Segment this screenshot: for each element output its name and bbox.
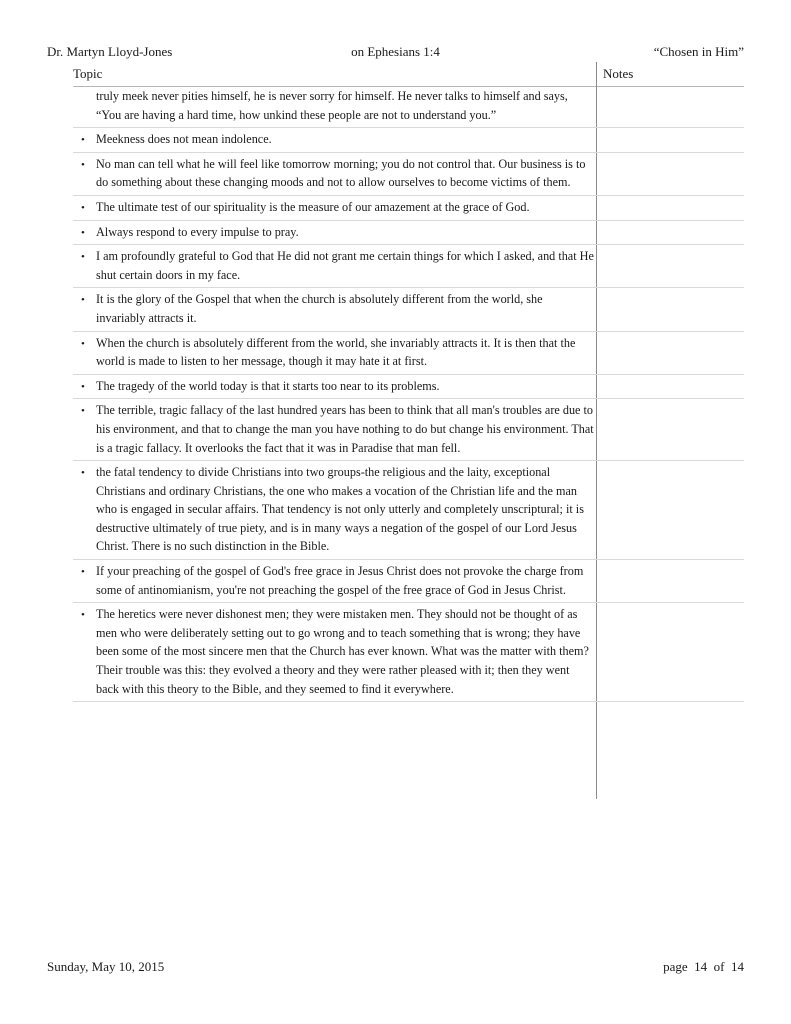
entry-text: The ultimate test of our spirituality is the measure of our amazement at the grace of God. bbox=[96, 199, 530, 214]
entry-text: If your preaching of the gospel of God's free grace in Jesus Christ does not provoke the charge from some of antinomianism, you're not preaching the gospel of the free grace of God in Jesus Christ. bbox=[96, 564, 584, 597]
notes-column-header: Notes bbox=[603, 66, 634, 81]
list-item bbox=[73, 128, 744, 153]
entry-text: The terrible, tragic fallacy of the last hundred years has been to think that all man's troubles are due to his environment, and that to change the man you have nothing to do but change his environment. That is a tragic fallacy. It overlooks the fact that it was in Paradise that man fell. bbox=[96, 403, 594, 455]
entry-text: The heretics were never dishonest men; they were mistaken men. They should not be thought of as men who were deliberately setting out to go wrong and to teach something that is wrong; they have been some of the most sincere men that the Church has ever known. What was the matter with them? Their trouble was this: they evolved a theory and they were rather pleased with it; then they went back with this theory to the Bible, and they seemed to find it everywhere. bbox=[96, 607, 589, 696]
page-footer bbox=[47, 959, 744, 977]
list-item bbox=[73, 288, 744, 331]
entry-text: No man can tell what he will feel like tomorrow morning; you do not control that. Our business is to do something about these changing moods and not to allow ourselves to become victims of them. bbox=[96, 156, 586, 190]
list-item bbox=[73, 461, 744, 560]
bullet-icon: • bbox=[81, 467, 85, 480]
entry-text: the fatal tendency to divide Christians into two groups-the religious and the laity, exceptional Christians and ordinary Christians, the one who makes a vocation of the Christian life and the man who is engaged in secular affairs. That tendency is not only utterly and completely unscriptural; it is destructive ultimately of true piety, and is in many ways a negation of the gospel of our Lord Jesus Christ. There is no such distinction in the Bible. bbox=[96, 465, 584, 554]
passage-reference: on Ephesians 1:4 bbox=[351, 44, 440, 59]
list-item bbox=[73, 399, 744, 461]
list-item bbox=[73, 332, 744, 375]
footer-date: Sunday, May 10, 2015 bbox=[47, 959, 165, 974]
list-item bbox=[73, 603, 744, 702]
entry-text: I am profoundly grateful to God that He did not grant me certain things for which I asked, and that He shut certain doors in my face. bbox=[96, 249, 594, 282]
bullet-icon: • bbox=[81, 251, 85, 264]
list-item bbox=[73, 375, 744, 400]
bullet-icon: • bbox=[81, 226, 85, 239]
list-item bbox=[73, 196, 744, 221]
list-item bbox=[73, 560, 744, 603]
sermon-title: “Chosen in Him” bbox=[653, 44, 744, 59]
bullet-icon: • bbox=[81, 201, 85, 214]
list-item bbox=[73, 221, 744, 246]
page-header bbox=[47, 44, 744, 62]
bullet-icon: • bbox=[81, 134, 85, 147]
bullet-icon: • bbox=[81, 294, 85, 307]
page-number: page 14 of 14 bbox=[663, 959, 744, 974]
bullet-icon: • bbox=[81, 337, 85, 350]
entry-text: It is the glory of the Gospel that when the church is absolutely different from the world, she invariably attracts it. bbox=[96, 292, 543, 325]
bullet-icon: • bbox=[81, 158, 85, 171]
list-item bbox=[73, 87, 744, 128]
entry-text: When the church is absolutely different from the world, she invariably attracts it. It is then that the world is made to listen to her message, though it may hate it at first. bbox=[96, 335, 576, 369]
author-name: Dr. Martyn Lloyd-Jones bbox=[47, 44, 173, 59]
entry-text: Always respond to every impulse to pray. bbox=[96, 224, 299, 239]
entry-text: truly meek never pities himself, he is never sorry for himself. He never talks to himself and says, “You are having a hard time, how unkind these people are not to understand you.” bbox=[96, 89, 568, 122]
bullet-icon: • bbox=[81, 405, 85, 418]
list-item bbox=[73, 245, 744, 288]
list-item bbox=[73, 153, 744, 196]
entry-text: The tragedy of the world today is that it starts too near to its problems. bbox=[96, 378, 440, 393]
bullet-icon: • bbox=[81, 566, 85, 579]
topic-list bbox=[73, 87, 744, 702]
topic-column-header: Topic bbox=[73, 66, 103, 81]
bullet-icon: • bbox=[81, 609, 85, 622]
entry-text: Meekness does not mean indolence. bbox=[96, 132, 272, 147]
bullet-icon: • bbox=[81, 380, 85, 393]
